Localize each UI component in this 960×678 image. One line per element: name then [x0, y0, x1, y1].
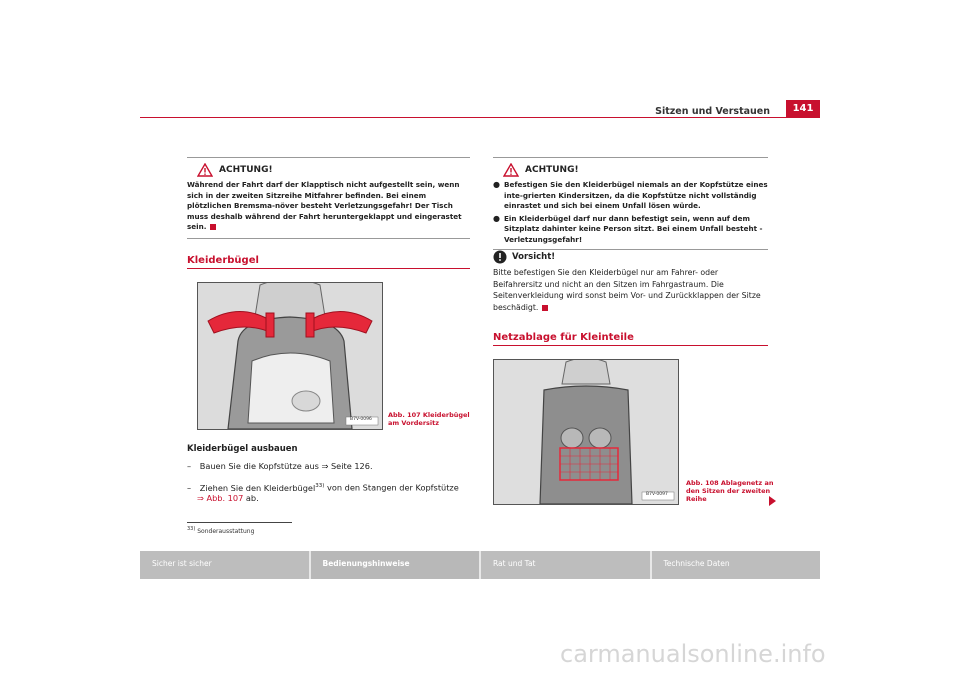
footnote	[187, 526, 254, 535]
bullet-text: Ein Kleiderbügel darf nur dann befestigt sein, wenn auf dem Sitzplatz dahinter keine Person sitzt. Bei einem Unfall besteht - Verletzungsgefahr!	[503, 213, 763, 244]
warning-heading-text: ACHTUNG!	[219, 165, 273, 175]
footer-tab-technik[interactable]: Technische Daten	[652, 551, 821, 579]
section-rule	[187, 268, 470, 269]
footnote-number: 33)	[187, 526, 196, 532]
footer-tab-bedienung[interactable]: Bedienungshinweise	[311, 551, 480, 579]
section-title-kleiderbuegel: Kleiderbügel	[187, 255, 259, 266]
warning-box-left	[187, 157, 470, 239]
header-rule	[140, 117, 820, 118]
warning-text-body: Während der Fahrt darf der Klapptisch nicht aufgestellt sein, wenn sich in der zweiten Sitzreihe Mitfahrer befinden. Bei einem plötzlichen Bremsma-növer besteht Verletzungsgefahr! Der Tisch muss deshalb während der Fahrt heruntergeklappt und eingerastet sein.	[187, 180, 462, 231]
footer-tab-sicher[interactable]: Sicher ist sicher	[140, 551, 309, 579]
bullet-dot: ●	[493, 180, 500, 189]
warning-text	[187, 180, 470, 233]
warning-heading	[493, 163, 768, 177]
warning-triangle-icon	[503, 163, 519, 177]
caption-line: den Sitzen der zweiten	[686, 487, 771, 495]
list-item-continuation	[197, 492, 259, 504]
warning-bullet	[493, 180, 768, 212]
footnote-text: Sonderausstattung	[197, 528, 255, 535]
figure-link[interactable]: ⇒ Abb. 107	[197, 493, 244, 503]
section-rule	[493, 345, 768, 346]
warning-heading-text: ACHTUNG!	[525, 165, 579, 175]
seat-net-illustration	[494, 360, 678, 504]
figure-code: B7V-0096	[350, 417, 372, 422]
list-item-text: ab.	[243, 493, 259, 503]
caution-text-body: Bitte befestigen Sie den Kleiderbügel nur am Fahrer- oder Beifahrersitz und nicht an den Sitzen im Fahrgastraum. Die Seitenverkleidung wird sonst beim Vor- und Zurückklappen der Sitze beschädigt.	[493, 268, 761, 312]
caption-line: am Vordersitz	[388, 419, 440, 427]
end-mark	[542, 305, 548, 311]
page-number: 141	[786, 100, 820, 117]
page-header-title: Sitzen und Verstauen	[655, 106, 770, 117]
caution-heading-text: Vorsicht!	[512, 252, 556, 262]
footnote-rule	[187, 522, 292, 523]
list-item	[187, 460, 477, 472]
caption-line: Reihe	[686, 495, 707, 503]
warning-box-right	[493, 157, 768, 250]
caution-text	[493, 267, 768, 313]
figure-code: B7V-0097	[646, 492, 668, 497]
end-mark	[210, 224, 216, 230]
figure-108-image	[493, 359, 679, 505]
warning-triangle-icon	[197, 163, 213, 177]
list-dash: –	[187, 461, 192, 471]
caution-heading	[493, 250, 555, 264]
continue-arrow-icon	[769, 496, 776, 506]
section-title-netzablage: Netzablage für Kleinteile	[493, 332, 634, 343]
hanger-illustration	[198, 283, 382, 429]
footer-navigation	[140, 551, 820, 579]
bullet-text: Befestigen Sie den Kleiderbügel niemals an der Kopfstütze eines inte-grierten Kindersitzen, da die Kopfstütze nicht vollständig einrastet und sich bei einem Unfall lösen würde.	[503, 180, 768, 210]
warning-heading	[187, 163, 470, 177]
figure-107-image	[197, 282, 383, 430]
list-dash: –	[187, 482, 192, 493]
figure-108-caption	[686, 479, 773, 503]
footer-tab-rat[interactable]: Rat und Tat	[481, 551, 650, 579]
list-item-text: Ziehen Sie den Kleiderbügel	[199, 482, 316, 493]
bullet-dot: ●	[493, 213, 500, 223]
subheading-ausbauen: Kleiderbügel ausbauen	[187, 444, 298, 454]
footnote-ref[interactable]: 33)	[315, 483, 325, 489]
list-item-text: Bauen Sie die Kopfstütze aus ⇒ Seite 126.	[199, 461, 373, 471]
caption-line: Abb. 108 Ablagenetz an	[686, 479, 774, 487]
exclamation-circle-icon	[493, 250, 507, 264]
watermark-text: carmanualsonline.info	[560, 640, 826, 668]
caption-line: Abb. 107 Kleiderbügel	[388, 411, 470, 419]
warning-bullet	[493, 214, 768, 246]
list-item-text: von den Stangen der Kopfstütze	[324, 482, 459, 493]
figure-107-caption	[388, 411, 470, 427]
